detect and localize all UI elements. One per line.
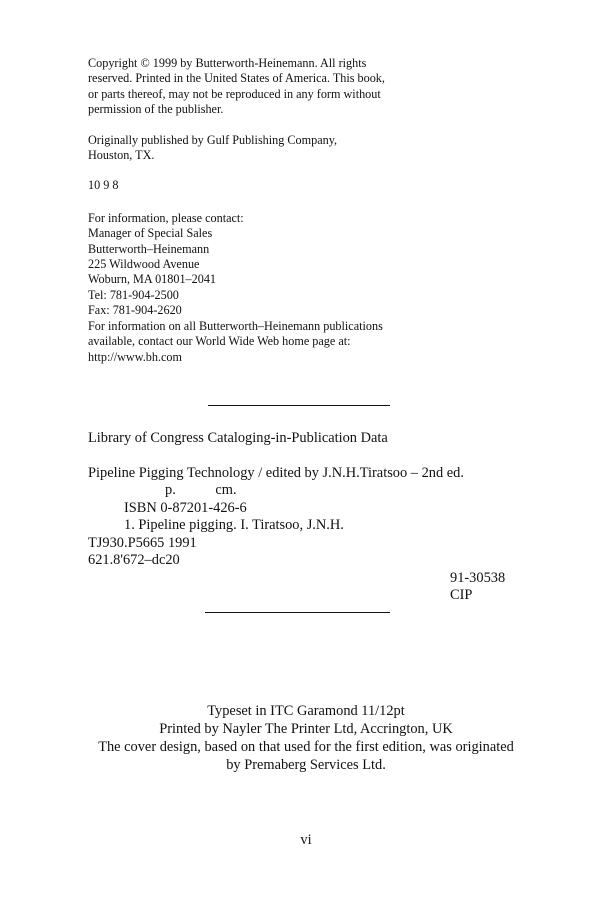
contact-line: Woburn, MA 01801–2041 [88,272,217,287]
cip-lc-class: TJ930.P5665 1991 [88,534,197,551]
production-credits [0,702,612,774]
cip-dewey: 621.8'672–dc20 [88,552,180,568]
cover-credit-line: The cover design, based on that used for the first edition, was originated [98,739,514,755]
copyright-line: reserved. Printed in the United States of America. This book, [88,71,385,86]
cover-credit-line: by Premaberg Services Ltd. [226,757,386,773]
contact-line: Butterworth–Heinemann [88,241,210,256]
cip-title-line: Pipeline Pigging Technology / edited by J.N.H.Tiratsoo – 2nd ed. [88,464,464,481]
original-publisher-line: Originally published by Gulf Publishing Company, [88,132,338,147]
page-number: vi [300,832,312,848]
cip-heading: Library of Congress Cataloging-in-Publication Data [88,430,388,446]
divider-rule [208,405,390,406]
contact-line: available, contact our World Wide Web home page at: [88,334,351,349]
contact-url: http://www.bh.com [88,349,182,364]
contact-line: Manager of Special Sales [88,226,213,241]
contact-line: Tel: 781-904-2500 [88,287,179,302]
copyright-line: or parts thereof, may not be reproduced in any form without [88,86,381,101]
contact-line: For information, please contact: [88,210,244,225]
contact-line: 225 Wildwood Avenue [88,257,200,272]
copyright-line: permission of the publisher. [88,102,224,117]
typeset-line: Typeset in ITC Garamond 11/12pt [207,703,405,719]
cip-record-block [450,570,505,604]
copyright-block [88,56,468,365]
cip-block [88,430,548,570]
cip-record-number: 91-30538 [450,570,506,586]
cip-subject: 1. Pipeline pigging. I. Tiratsoo, J.N.H. [124,517,344,533]
cip-isbn: ISBN 0-87201-426-6 [124,499,247,516]
copyright-line: Copyright © 1999 by Butterworth-Heinemann. All rights [88,56,367,70]
divider-rule [205,612,390,613]
printing-line: 10 9 8 [88,178,119,193]
cip-label: CIP [450,587,473,603]
contact-line: Fax: 781-904-2620 [88,303,182,318]
cip-pages-line: p. cm. [165,482,237,498]
printer-line: Printed by Nayler The Printer Ltd, Accrington, UK [159,721,453,737]
original-publisher-line: Houston, TX. [88,148,155,163]
contact-line: For information on all Butterworth–Heinemann publications [88,318,383,333]
